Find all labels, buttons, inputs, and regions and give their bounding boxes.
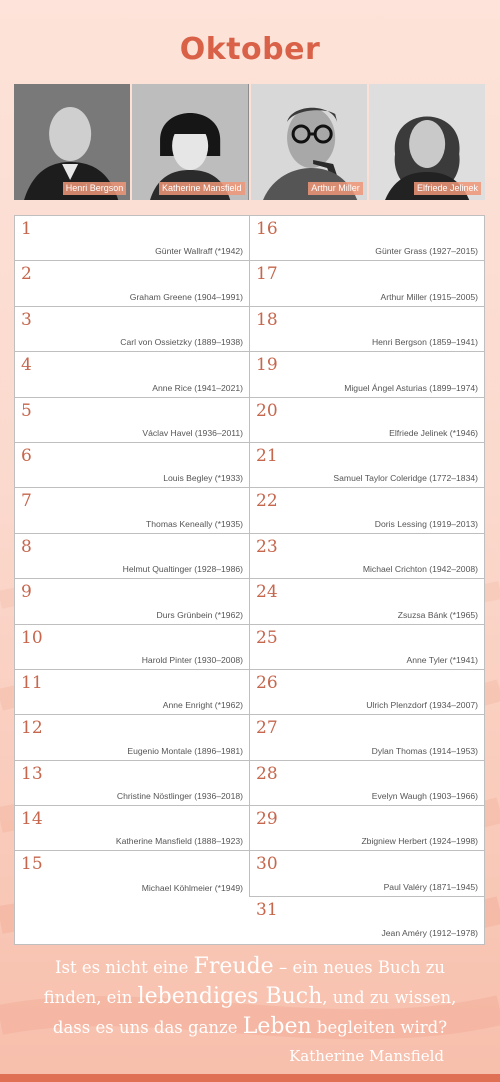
birthday-entry: Jean Améry (1912–1978): [381, 928, 478, 939]
bottom-accent-bar: [0, 1074, 500, 1082]
calendar-day: [250, 761, 484, 806]
day-number: 11: [21, 672, 43, 693]
day-number: 25: [256, 627, 278, 648]
birthday-entry: Günter Wallraff (*1942): [155, 246, 243, 257]
birthday-entry: Zbigniew Herbert (1924–1998): [361, 836, 478, 847]
calendar-day: [250, 216, 484, 261]
calendar-day: [15, 398, 249, 443]
calendar-column-right: [250, 216, 484, 942]
day-number: 2: [21, 264, 32, 285]
calendar-day: [15, 307, 249, 352]
calendar-day: [15, 261, 249, 306]
calendar-day: [250, 625, 484, 670]
birthday-entry: Louis Begley (*1933): [163, 473, 243, 484]
birthday-entry: Durs Grünbein (*1962): [156, 609, 243, 620]
calendar-day: [250, 851, 484, 896]
day-number: 3: [21, 309, 32, 330]
calendar-day: [15, 625, 249, 670]
birthday-entry: Evelyn Waugh (1903–1966): [371, 791, 478, 802]
birthday-entry: Christine Nöstlinger (1936–2018): [116, 791, 243, 802]
quote-fragment: Ist es nicht eine: [54, 958, 194, 977]
calendar-day: [15, 534, 249, 579]
birthday-entry: Carl von Ossietzky (1889–1938): [120, 337, 243, 348]
day-number: 31: [256, 899, 278, 920]
quote-fragment: finden, ein: [43, 988, 138, 1007]
calendar-day: [15, 806, 249, 851]
birthday-entry: Eugenio Montale (1896–1981): [127, 745, 243, 756]
birthday-entry: Harold Pinter (1930–2008): [141, 654, 243, 665]
calendar-day: [15, 216, 249, 261]
day-number: 16: [256, 219, 278, 239]
birthday-entry: Graham Greene (1904–1991): [129, 291, 243, 302]
quote-emphasis: Leben: [242, 1014, 312, 1039]
day-number: 20: [256, 400, 278, 421]
day-number: 24: [256, 582, 278, 603]
calendar-day: [250, 897, 484, 942]
month-title: Oktober: [179, 32, 321, 67]
calendar-day: [15, 851, 249, 896]
day-number: 21: [256, 445, 278, 466]
day-number: 15: [21, 854, 43, 875]
quote-emphasis: lebendiges Buch: [137, 984, 323, 1009]
day-number: 4: [21, 355, 32, 376]
quote-line: [20, 952, 480, 982]
quote-fragment: begleiten wird?: [311, 1018, 448, 1037]
day-number: 10: [21, 627, 43, 648]
calendar-day: [250, 670, 484, 715]
birthday-entry: Anne Enright (*1962): [162, 700, 243, 711]
day-number: 7: [21, 491, 32, 512]
calendar-day: [250, 307, 484, 352]
day-number: 12: [21, 718, 43, 739]
day-number: 5: [21, 400, 32, 421]
calendar-column-left: [15, 216, 250, 897]
day-number: 6: [21, 445, 32, 466]
calendar-day: [15, 670, 249, 715]
calendar-grid: [14, 215, 485, 945]
portrait-katherine-mansfield: [132, 84, 248, 200]
day-number: 22: [256, 491, 278, 512]
birthday-entry: Václav Havel (1936–2011): [142, 427, 243, 438]
day-number: 19: [256, 355, 278, 376]
birthday-entry: Michael Crichton (1942–2008): [362, 564, 478, 575]
day-number: 26: [256, 672, 278, 693]
calendar-day: [250, 806, 484, 851]
birthday-entry: Paul Valéry (1871–1945): [383, 881, 478, 892]
quote-line: [20, 1012, 480, 1042]
birthday-entry: Zsuzsa Bánk (*1965): [397, 609, 478, 620]
calendar-day: [250, 352, 484, 397]
photo-caption: Arthur Miller: [308, 182, 363, 195]
quote-fragment: – ein neues Buch zu: [273, 958, 446, 977]
photo-caption: Katherine Mansfield: [159, 182, 245, 195]
calendar-day: [15, 443, 249, 488]
birthday-entry: Elfriede Jelinek (*1946): [389, 427, 478, 438]
calendar-day: [250, 261, 484, 306]
day-number: 14: [21, 809, 43, 830]
day-number: 28: [256, 763, 278, 784]
portrait-strip: [14, 84, 485, 200]
birthday-entry: Günter Grass (1927–2015): [375, 246, 478, 257]
birthday-entry: Dylan Thomas (1914–1953): [371, 745, 478, 756]
day-number: 8: [21, 536, 32, 557]
calendar-day: [15, 761, 249, 806]
birthday-entry: Michael Köhlmeier (*1949): [141, 882, 243, 893]
calendar-day: [250, 715, 484, 760]
calendar-day: [250, 534, 484, 579]
day-number: 23: [256, 536, 278, 557]
portrait-arthur-miller: [251, 84, 367, 200]
quote-fragment: dass es uns das ganze: [52, 1018, 243, 1037]
photo-caption: Henri Bergson: [63, 182, 127, 195]
portrait-elfriede-jelinek: [369, 84, 485, 200]
photo-caption: Elfriede Jelinek: [414, 182, 481, 195]
day-number: 30: [256, 854, 278, 875]
quote-text: [20, 952, 480, 1042]
day-number: 29: [256, 809, 278, 830]
calendar-day: [15, 579, 249, 624]
day-number: 27: [256, 718, 278, 739]
birthday-entry: Miguel Ángel Asturias (1899–1974): [344, 382, 478, 393]
day-number: 1: [21, 219, 32, 239]
quote-line: [20, 982, 480, 1012]
calendar-day: [250, 443, 484, 488]
quote-emphasis: Freude: [193, 954, 274, 979]
day-number: 9: [21, 582, 32, 603]
portrait-henri-bergson: [14, 84, 130, 200]
calendar-day: [15, 488, 249, 533]
birthday-entry: Ulrich Plenzdorf (1934–2007): [366, 700, 478, 711]
birthday-entry: Anne Tyler (*1941): [406, 654, 478, 665]
birthday-entry: Anne Rice (1941–2021): [152, 382, 243, 393]
quote-fragment: , und zu wissen,: [322, 988, 457, 1007]
calendar-day: [250, 579, 484, 624]
quote-author: Katherine Mansfield: [289, 1047, 444, 1065]
birthday-entry: Arthur Miller (1915–2005): [380, 291, 478, 302]
birthday-entry: Henri Bergson (1859–1941): [371, 337, 478, 348]
calendar-day: [250, 488, 484, 533]
birthday-entry: Doris Lessing (1919–2013): [374, 518, 478, 529]
calendar-day: [15, 715, 249, 760]
birthday-entry: Samuel Taylor Coleridge (1772–1834): [333, 473, 478, 484]
calendar-day: [15, 352, 249, 397]
day-number: 18: [256, 309, 278, 330]
birthday-entry: Helmut Qualtinger (1928–1986): [122, 564, 243, 575]
day-number: 13: [21, 763, 43, 784]
day-number: 17: [256, 264, 278, 285]
birthday-entry: Katherine Mansfield (1888–1923): [115, 836, 243, 847]
calendar-day: [250, 398, 484, 443]
birthday-entry: Thomas Keneally (*1935): [146, 518, 243, 529]
